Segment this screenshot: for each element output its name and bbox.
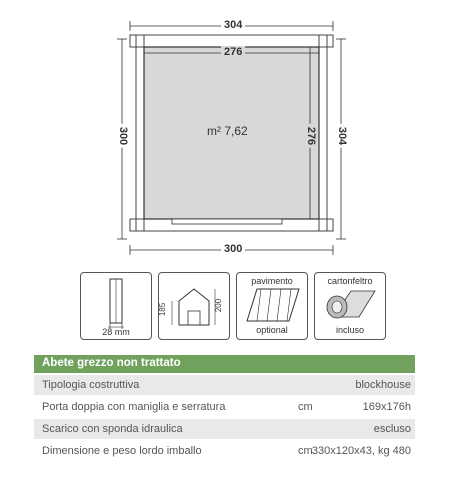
row-unit: cm xyxy=(298,401,313,413)
floor-note: optional xyxy=(256,325,288,335)
row-unit: cm xyxy=(298,445,313,457)
roof-felt-card xyxy=(314,272,386,340)
table-row xyxy=(34,419,415,439)
row-value: 169x176h xyxy=(362,401,411,413)
height-card xyxy=(158,272,230,340)
plan-dim-top-inner: 276 xyxy=(221,46,245,58)
floor-card xyxy=(236,272,308,340)
table-row xyxy=(34,375,415,395)
table-row xyxy=(34,397,415,417)
spec-table-title: Abete grezzo non trattato xyxy=(42,357,181,369)
plan-area-label: m² 7,62 xyxy=(207,124,248,138)
plan-dim-right-inner: 276 xyxy=(305,124,317,148)
plan-dim-left-outer: 300 xyxy=(117,124,129,148)
height-left-label: 185 xyxy=(158,302,168,317)
wall-thickness-label: 28 mm xyxy=(102,327,130,337)
plan-dim-top-outer: 304 xyxy=(221,19,245,31)
wall-thickness-card xyxy=(80,272,152,340)
row-label: Tipologia costruttiva xyxy=(42,379,140,391)
row-label: Porta doppia con maniglia e serratura xyxy=(42,401,226,413)
row-value: blockhouse xyxy=(355,379,411,391)
spec-table-header xyxy=(34,355,415,373)
row-value: 330x120x43, kg 480 xyxy=(311,445,411,457)
floor-title: pavimento xyxy=(251,276,293,286)
row-value: escluso xyxy=(373,423,411,435)
row-label: Dimensione e peso lordo imballo xyxy=(42,445,202,457)
plan-dim-bottom-outer: 300 xyxy=(221,243,245,255)
table-row xyxy=(34,441,415,461)
roof-felt-title: cartonfeltro xyxy=(327,276,373,286)
row-label: Scarico con sponda idraulica xyxy=(42,423,183,435)
height-right-label: 200 xyxy=(214,298,224,313)
roof-felt-note: incluso xyxy=(335,325,364,335)
plan-dim-right-outer: 304 xyxy=(336,124,348,148)
